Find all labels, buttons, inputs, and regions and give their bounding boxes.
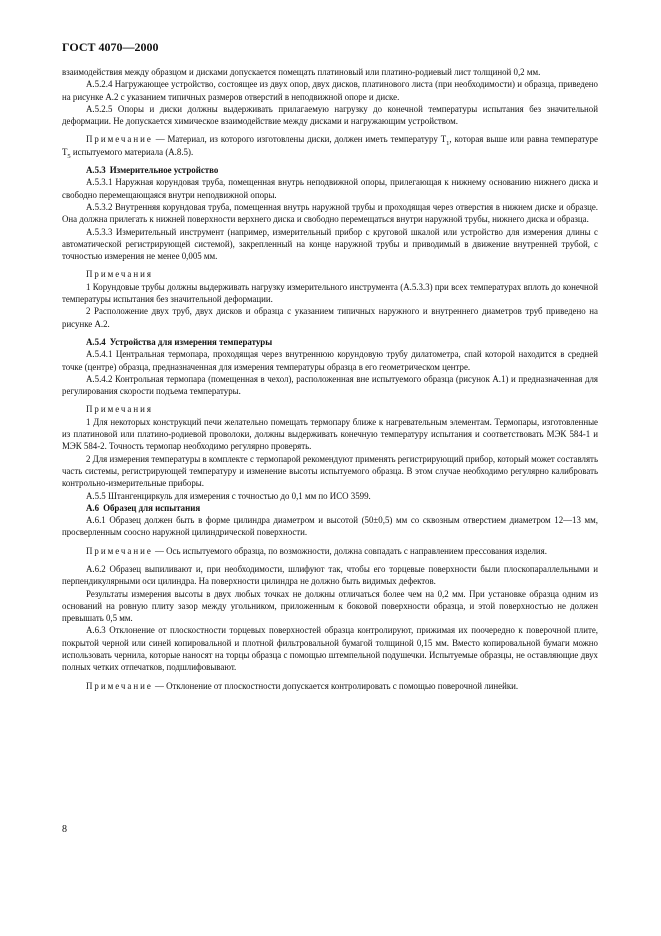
note-item: 1 Для некоторых конструкций печи желательно помещать термопару ближе к нагревательным элементам. Термопары, изготовленные из платиновой или платино-родиевой проволоки, должны выдерживать конечную температуру испытания и соответствовать МЭК 584-1 и МЭК 584-2. Точность термопар необходимо регулярно проверять. [62, 416, 598, 452]
notes-heading: Примечания [86, 269, 153, 280]
section-heading: А.5.3 Измерительное устройство [86, 165, 219, 176]
note-label: Примечание [86, 134, 153, 145]
paragraph: А.5.5 Штангенциркуль для измерения с точностью до 0,1 мм по ИСО 3599. [86, 490, 371, 501]
note: Примечание — Материал, из которого изготовлены диски, должен иметь температуру $T_1$, которая выше или равна температуре $T_5$ испытуемого материала (А.8.5). [62, 134, 598, 160]
note-label: Примечание [86, 680, 153, 691]
paragraph: А.6.1 Образец должен быть в форме цилиндра диаметром и высотой (50±0,5) мм со сквозным отверстием диаметром 12—13 мм, просверленным соосно наружной цилиндрической поверхности. [62, 515, 598, 538]
paragraph: А.5.2.4 Нагружающее устройство, состоящее из двух опор, двух дисков, платинового листа (при необходимости) и образца, приведено на рисунке А.2 с указанием типичных размеров отверстий в неподвижной опоре и диске. [62, 79, 598, 102]
paragraph: А.5.4.2 Контрольная термопара (помещенная в чехол), расположенная вне испытуемого образца (рисунок А.1) и предназначенная для регулирования скорости подъема температуры. [62, 373, 598, 397]
paragraph: А.5.2.5 Опоры и диски должны выдерживать прилагаемую нагрузку до конечной температуры испытания без значительной деформации. Не допускается химическое взаимодействие между дисками и нагружающим устройством. [62, 103, 598, 127]
section-heading: А.5.4 Устройства для измерения температуры [86, 336, 273, 347]
notes-heading: Примечания [86, 404, 153, 415]
paragraph: А.5.3.2 Внутренняя корундовая труба, помещенная внутрь наружной трубы и проходящая через отверстия в нижнем диске и образце. Она должна прилегать к нижней поверхности верхнего диска и свободно перемещаться внутри наружной трубы, нижнего диска и образца. [62, 201, 598, 225]
section-heading: А.6 Образец для испытания [86, 502, 201, 513]
paragraph: А.5.3.3 Измерительный инструмент (например, измерительный прибор с круговой шкалой или устройство для измерения длины с автоматической регистрирующей системой), закрепленный на конце наружной трубы и приводимый в движение внутренней трубой, с точностью измерения не менее 0,005 мм. [62, 226, 598, 262]
page-number: 8 [62, 824, 67, 835]
note-item: 2 Для измерения температуры в комплекте с термопарой рекомендуют применять регистрирующий прибор, который может составлять часть системы, регистрирующей температуру и изменение высоты испытуемого образца. В этом случае необходимо регулярно калибровать контрольно-измерительные приборы. [62, 453, 598, 489]
paragraph: А.6.2 Образец выпиливают и, при необходимости, шлифуют так, чтобы его торцевые поверхности были плоскопараллельными и перпендикулярными оси цилиндра. На поверхности цилиндра не должно быть видимых дефектов. [62, 563, 598, 587]
paragraph: А.5.4.1 Центральная термопара, проходящая через внутреннюю корундовую трубу дилатометра, спай которой находится в средней точке (центре) образца, предназначенная для измерения температуры образца в его геометрическом центре. [62, 349, 598, 372]
document-page [62, 40, 598, 692]
paragraph: взаимодействия между образцом и дисками допускается помещать платиновый или платино-родиевый лист толщиной 0,2 мм. [62, 67, 541, 77]
paragraph: Результаты измерения высоты в двух любых точках не должны отличаться более чем на 0,2 мм. При установке образца одним из оснований на ровную плиту зазор между угольником, приложенным к боковой поверхности образца, и этой поверхностью не должен превышать 0,5 мм. [62, 588, 598, 624]
note-item: 1 Корундовые трубы должны выдерживать нагрузку измерительного инструмента (А.5.3.3) при всех температурах вплоть до конечной температуры испытания без значительной деформации. [62, 281, 598, 305]
note: Примечание — Отклонение от плоскостности допускается контролировать с помощью поверочной линейки. [86, 680, 519, 691]
note-item: 2 Расположение двух труб, двух дисков и образца с указанием типичных наружного и внутреннего диаметров труб приведено на рисунке А.2. [62, 306, 598, 329]
note-label: Примечание [86, 545, 153, 556]
paragraph: А.5.3.1 Наружная корундовая труба, помещенная внутрь неподвижной опоры, прилегающая к нижнему основанию нижнего диска и свободно перемещающаяся внутри неподвижной опоры. [62, 177, 598, 200]
paragraph: А.6.3 Отклонение от плоскостности торцевых поверхностей образца контролируют, прижимая их поочередно к поверочной плите, покрытой черной или синей копировальной и плотной фильтровальной бумагой толщиной 0,15 мм. Вместо копировальной бумаги можно использовать чернила, которые наносят на торцы образца с помощью штемпельной подушечки. Испытуемые образцы, не оставляющие двух полных четких отпечатков, подшлифовывают. [62, 625, 598, 673]
note: Примечание — Ось испытуемого образца, по возможности, должна совпадать с направлением прессования изделия. [86, 545, 547, 556]
standard-title: ГОСТ 4070—2000 [62, 40, 159, 54]
